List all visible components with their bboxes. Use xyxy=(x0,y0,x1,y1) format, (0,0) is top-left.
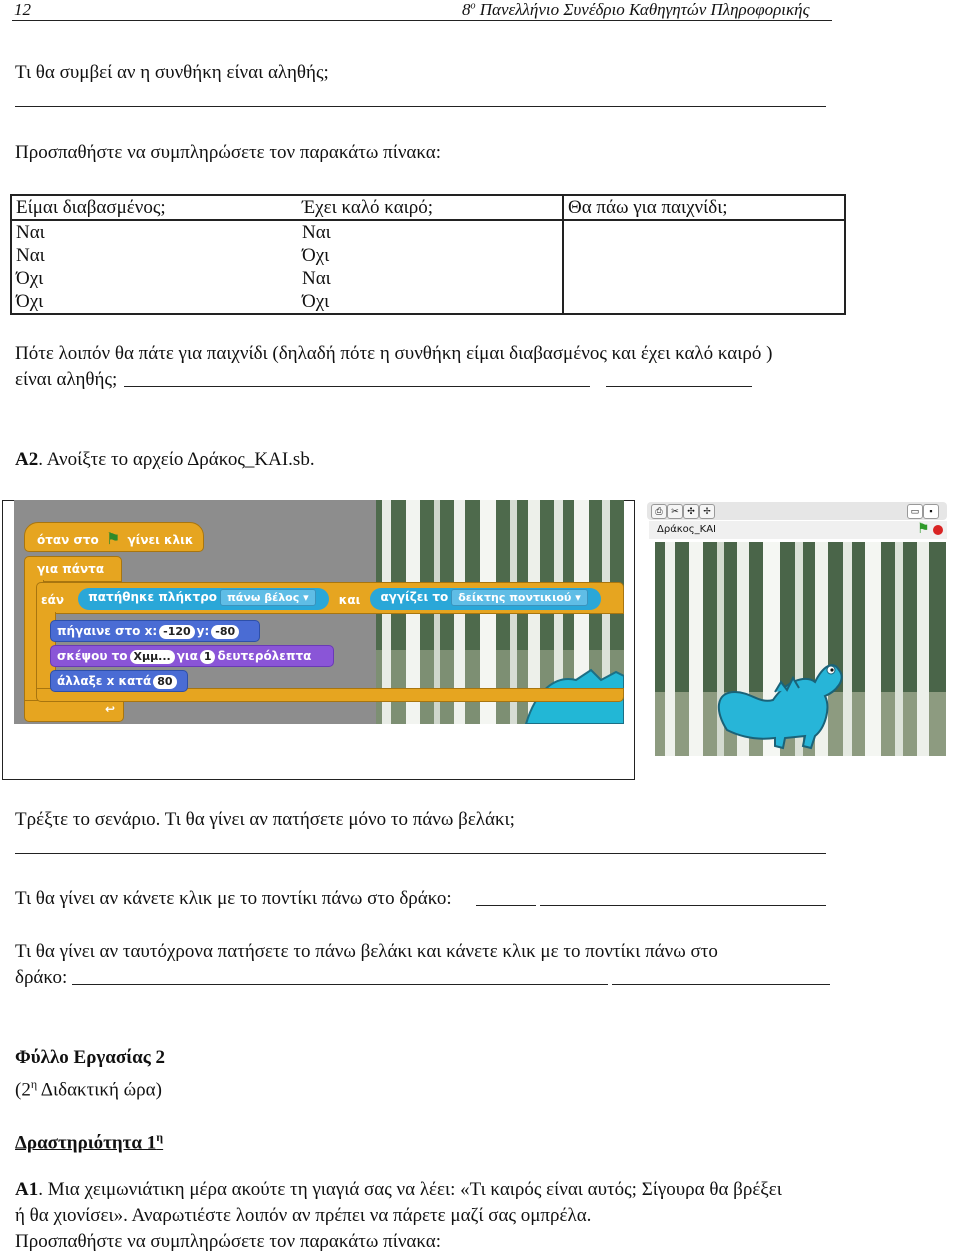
table-header-cell: Θα πάω για παιχνίδι; xyxy=(563,196,844,220)
stage-toolbar xyxy=(647,502,947,520)
answer-line xyxy=(540,905,826,906)
goto-xy-block[interactable] xyxy=(50,620,260,642)
lesson-hour-post: Διδακτική ώρα) xyxy=(37,1079,162,1101)
table-answer-cell[interactable] xyxy=(563,267,844,290)
table-row xyxy=(12,290,844,313)
and-operator-text: και xyxy=(338,593,361,607)
header-rule xyxy=(12,20,832,21)
block-text: για πάντα xyxy=(37,562,105,576)
table-row xyxy=(12,220,844,244)
answer-line xyxy=(124,386,590,387)
running-title xyxy=(462,0,810,20)
block-text: πήγαινε στο x: xyxy=(57,624,158,638)
table-row xyxy=(12,267,844,290)
touching-dropdown-value: δείκτης ποντικιού xyxy=(458,591,572,604)
running-title-sup: ο xyxy=(470,0,476,12)
flag-icon: ⚑ xyxy=(105,529,121,548)
think-text-input[interactable]: Χμμ... xyxy=(130,650,175,664)
scripts-area xyxy=(14,500,624,724)
table-cell: Ναι xyxy=(16,245,45,266)
question-both-cont: δράκο: xyxy=(15,967,68,988)
stage-panel xyxy=(634,500,957,780)
stamp-tool-icon[interactable]: ⎙ xyxy=(651,504,667,519)
answer-line xyxy=(72,984,608,985)
answer-line xyxy=(476,905,536,906)
table-cell: Όχι xyxy=(16,291,44,312)
table-header-cell: Έχει καλό καιρό; xyxy=(298,196,563,220)
question-both: Τι θα γίνει αν ταυτόχρονα πατήσετε το πάνω βελάκι και κάνετε κλικ με το ποντίκι πάνω στο xyxy=(15,941,718,962)
block-text: y: xyxy=(196,624,210,638)
change-x-input[interactable]: 80 xyxy=(153,675,176,689)
running-title-pre: 8 xyxy=(462,0,471,19)
block-text: εάν xyxy=(41,593,65,607)
block-text: άλλαξε x κατά xyxy=(57,674,152,688)
x-input[interactable]: -120 xyxy=(159,625,195,639)
question-click-dragon: Τι θα γίνει αν κάνετε κλικ με το ποντίκι πάνω στο δράκο: xyxy=(15,888,452,909)
task-a2-text: . Ανοίξτε το αρχείο Δράκος_ΚΑΙ.sb. xyxy=(38,449,315,470)
worksheet-title: Φύλλο Εργασίας 2 xyxy=(15,1047,165,1068)
block-text: όταν στο xyxy=(37,533,99,547)
answer-line xyxy=(606,386,752,387)
block-text: δευτερόλεπτα xyxy=(217,649,312,663)
table-answer-cell[interactable] xyxy=(563,220,844,244)
task-a2-label: Α2 xyxy=(15,449,39,470)
task-a1 xyxy=(15,1177,782,1203)
table-cell: Ναι xyxy=(302,268,331,289)
y-input[interactable]: -80 xyxy=(211,625,239,639)
activity-title-sup: η xyxy=(156,1130,164,1144)
table-row xyxy=(12,244,844,267)
table-header-cell: Είμαι διαβασμένος; xyxy=(12,196,298,220)
touching-block[interactable] xyxy=(370,588,600,610)
forever-block-bottom xyxy=(24,700,124,722)
truth-table xyxy=(10,194,846,315)
task-a1-cont: ή θα χιονίσει». Αναρωτιέστε λοιπόν αν πρέπει να πάρετε μαζί σας ομπρέλα. xyxy=(15,1205,592,1226)
question-run-up-arrow: Τρέξτε το σενάριο. Τι θα γίνει αν πατήσετε μόνο το πάνω βελάκι; xyxy=(15,809,515,830)
block-text: για xyxy=(176,649,198,663)
table-answer-cell[interactable] xyxy=(563,290,844,313)
question-when-play-cont: είναι αληθής; xyxy=(15,369,118,390)
running-title-post: Πανελλήνιο Συνέδριο Καθηγητών Πληροφορικής xyxy=(475,0,810,19)
answer-line xyxy=(612,984,830,985)
table-cell: Ναι xyxy=(302,222,331,243)
block-text: σκέψου το xyxy=(57,649,128,663)
activity-title-pre: Δραστηριότητα 1 xyxy=(15,1132,157,1154)
question-when-play: Πότε λοιπόν θα πάτε για παιχνίδι (δηλαδή πότε η συνθήκη είμαι διαβασμένος και έχει καλό καιρό ) xyxy=(15,343,773,364)
answer-line xyxy=(15,853,826,854)
task-a1-label: Α1 xyxy=(15,1179,39,1200)
stop-icon[interactable] xyxy=(933,525,943,535)
scissors-tool-icon[interactable]: ✂ xyxy=(667,504,683,519)
answer-line xyxy=(15,106,826,107)
block-text: πατήθηκε πλήκτρο xyxy=(88,590,218,604)
lesson-hour xyxy=(15,1071,162,1103)
touching-dropdown[interactable]: δείκτης ποντικιού ▾ xyxy=(451,589,588,606)
green-flag-icon[interactable]: ⚑ xyxy=(917,522,930,537)
task-a2 xyxy=(15,447,315,473)
stage-canvas[interactable] xyxy=(655,542,946,756)
stage-header xyxy=(649,521,947,539)
block-text: γίνει κλικ xyxy=(127,533,194,547)
sprite-name-label: Δράκος_ΚΑΙ xyxy=(657,524,717,535)
lesson-hour-sup: η xyxy=(30,1077,38,1091)
key-dropdown-value: πάνω βέλος xyxy=(227,591,300,604)
table-cell: Όχι xyxy=(302,291,330,312)
loop-arrow-icon: ↩ xyxy=(105,702,116,716)
seconds-input[interactable]: 1 xyxy=(200,650,216,664)
table-answer-cell[interactable] xyxy=(563,244,844,267)
when-flag-clicked-block[interactable] xyxy=(24,522,204,552)
activity-title xyxy=(15,1124,163,1156)
instruction-fill-table-2: Προσπαθήστε να συμπληρώσετε τον παρακάτω πίνακα: xyxy=(15,1231,442,1252)
block-text: αγγίζει το xyxy=(380,590,449,604)
lesson-hour-pre: (2 xyxy=(15,1079,31,1101)
key-dropdown[interactable]: πάνω βέλος ▾ xyxy=(220,589,316,606)
table-cell: Όχι xyxy=(16,268,44,289)
change-x-block[interactable] xyxy=(50,670,188,692)
forever-block[interactable] xyxy=(24,556,122,582)
stage-size-icon[interactable]: ▪ xyxy=(923,504,939,519)
think-for-secs-block[interactable] xyxy=(50,645,334,667)
presentation-mode-icon[interactable]: ▭ xyxy=(907,504,923,519)
if-block[interactable] xyxy=(36,582,624,614)
task-a1-text: . Μια χειμωνιάτικη μέρα ακούτε τη γιαγιά σας να λέει: «Τι καιρός είναι αυτός; Σίγουρα θα βρέξει xyxy=(38,1179,782,1200)
table-cell: Όχι xyxy=(302,245,330,266)
question-condition-true: Τι θα συμβεί αν η συνθήκη είναι αληθής; xyxy=(15,62,329,83)
page-number: 12 xyxy=(14,0,31,19)
key-pressed-block[interactable] xyxy=(78,588,328,610)
grow-tool-icon[interactable]: ✣ xyxy=(683,504,699,519)
shrink-tool-icon[interactable]: ✢ xyxy=(699,504,715,519)
instruction-fill-table: Προσπαθήστε να συμπληρώσετε τον παρακάτω πίνακα: xyxy=(15,142,442,163)
table-header-row xyxy=(12,196,844,220)
table-cell: Ναι xyxy=(16,222,45,243)
